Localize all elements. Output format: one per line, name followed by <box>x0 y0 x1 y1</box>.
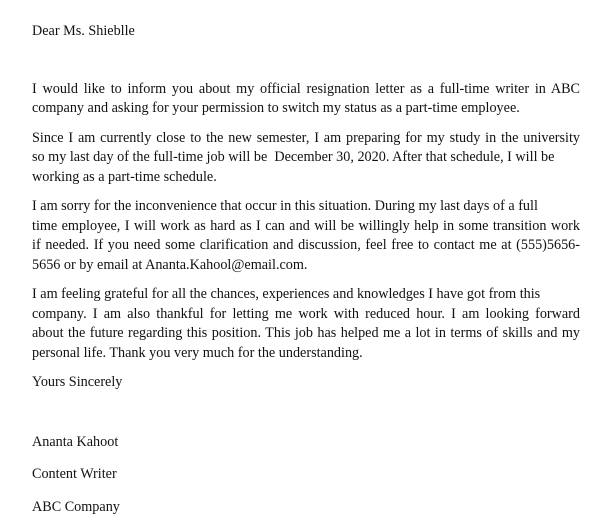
paragraph-3 <box>32 197 580 275</box>
salutation: Dear Ms. Shieblle <box>32 23 135 39</box>
paragraph-line: 5656 or by email at Ananta.Kahool@email.com. <box>32 256 308 273</box>
closing: Yours Sincerely <box>32 374 123 390</box>
paragraph-line: company. I am also thankful for letting me work with reduced hour. I am looking forward <box>32 305 580 322</box>
paragraph-line: company and asking for your permission to switch my status as a part-time employee. <box>32 100 520 116</box>
paragraph-line: personal life. Thank you very much for the understanding. <box>32 344 363 361</box>
paragraph-line: Since I am currently close to the new semester, I am preparing for my study in the university <box>32 129 580 146</box>
signature-company: ABC Company <box>32 498 120 515</box>
paragraph-1 <box>32 80 580 119</box>
paragraph-4 <box>32 285 580 363</box>
signature-block <box>32 433 580 518</box>
signature-title: Content Writer <box>32 466 117 482</box>
paragraph-line: if needed. If you need some clarification and discussion, feel free to contact me at (555)5656- <box>32 237 580 253</box>
paragraph-line: I am feeling grateful for all the chances, experiences and knowledges I have got from this <box>32 286 541 302</box>
paragraph-line: so my last day of the full-time job will be December 30, 2020. After that schedule, I will be <box>32 149 555 165</box>
paragraph-2 <box>32 129 580 188</box>
signature-name: Ananta Kahoot <box>32 433 119 450</box>
paragraph-line: about the future regarding this position. This job has helped me a lot in terms of skills and my <box>32 325 580 341</box>
paragraph-line: working as a part-time schedule. <box>32 168 217 185</box>
resignation-letter <box>32 22 580 530</box>
paragraph-line: I am sorry for the inconvenience that occur in this situation. During my last days of a full <box>32 198 538 214</box>
paragraph-line: I would like to inform you about my official resignation letter as a full-time writer in ABC <box>32 80 580 97</box>
paragraph-line: time employee, I will work as hard as I can and will be willingly help in some transition work <box>32 217 580 234</box>
